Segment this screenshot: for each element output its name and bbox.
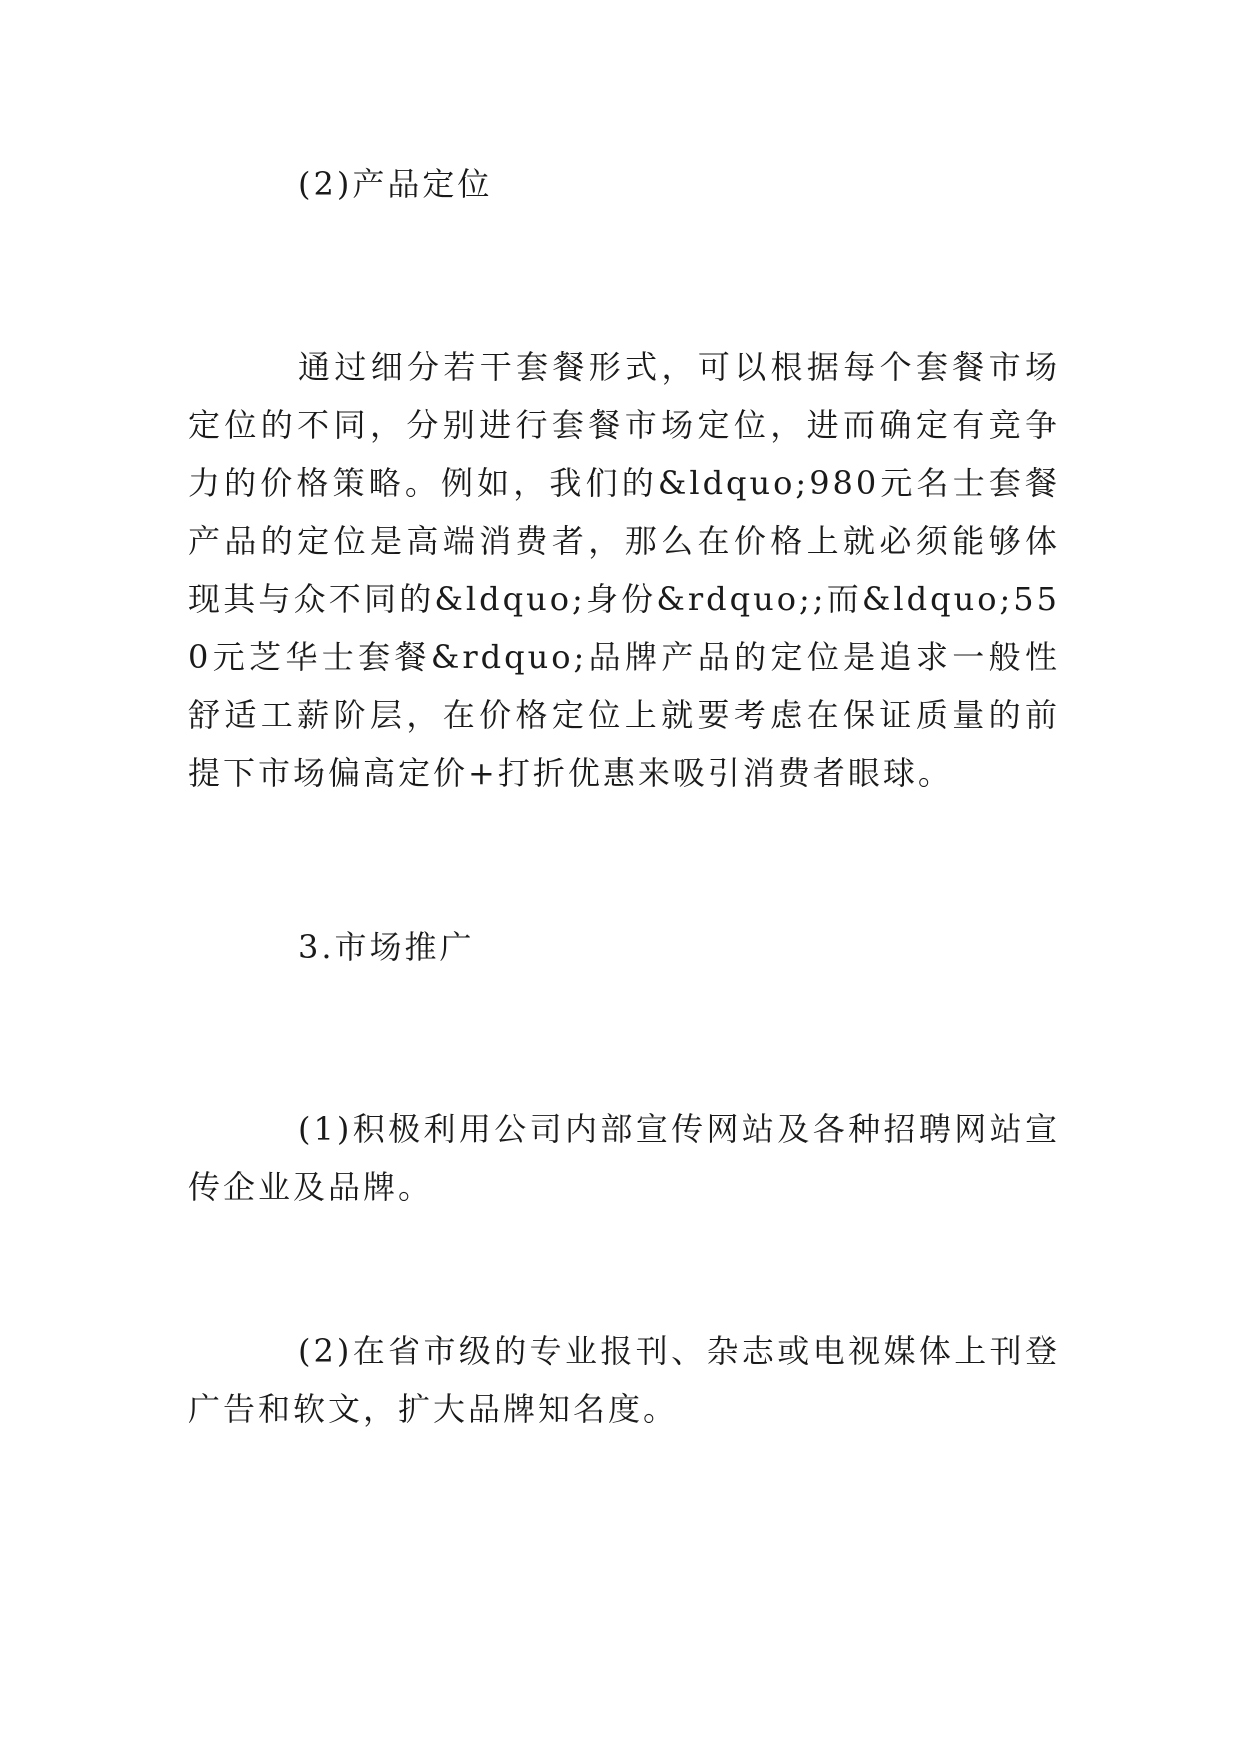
section-heading-product-positioning: (2)产品定位 xyxy=(298,165,493,203)
paragraph-product-positioning: 通过细分若干套餐形式，可以根据每个套餐市场定位的不同，分别进行套餐市场定位，进而确定有竞争力的价格策略。例如，我们的&ldquo;980元名士套餐产品的定位是高端消费者，那么在价格上就必须能够体现其与众不同的&ldquo;身份&rdquo;;而&ldquo;550元芝华士套餐&rdquo;品牌产品的定位是追求一般性舒适工薪阶层，在价格定位上就要考虑在保证质量的前提下市场偏高定价+打折优惠来吸引消费者眼球。 xyxy=(188,348,1060,792)
paragraph-promotion-item-2: (2)在省市级的专业报刊、杂志或电视媒体上刊登广告和软文，扩大品牌知名度。 xyxy=(188,1332,1060,1428)
section-heading-market-promotion: 3.市场推广 xyxy=(298,928,475,966)
paragraph-promotion-item-1: (1)积极利用公司内部宣传网站及各种招聘网站宣传企业及品牌。 xyxy=(188,1110,1060,1206)
